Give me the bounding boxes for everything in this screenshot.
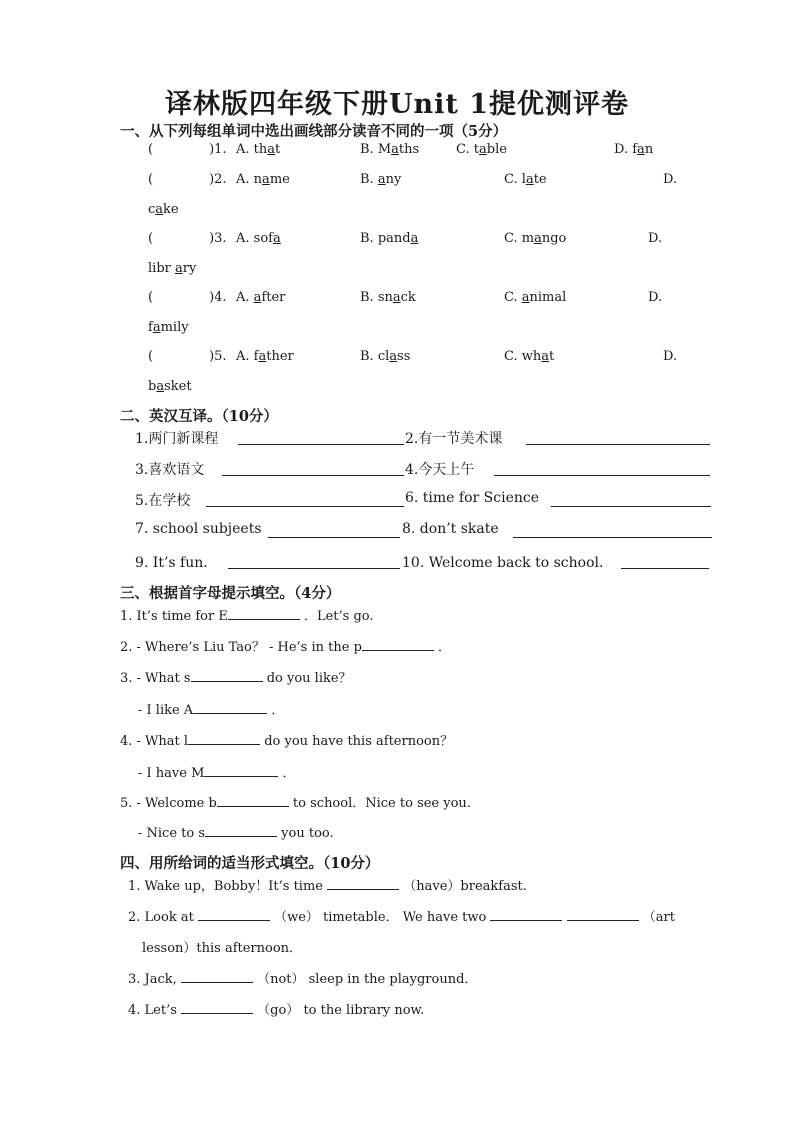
word-part: n	[644, 142, 654, 157]
underlined-letter: a	[267, 142, 276, 157]
word-part: ble	[486, 142, 507, 157]
translation-item-left	[135, 490, 190, 510]
answer-line[interactable]	[621, 568, 709, 569]
option-letter: A.	[236, 172, 250, 187]
underlined-letter: a	[521, 290, 530, 305]
translation-item-right	[402, 552, 613, 572]
option-letter: A.	[236, 231, 250, 246]
word-part: cl	[377, 349, 390, 364]
option-b[interactable]	[360, 231, 418, 246]
question-number: )4.	[209, 290, 227, 305]
fill-line	[128, 906, 675, 925]
open-paren: (	[148, 290, 154, 305]
answer-blank[interactable]	[205, 823, 277, 837]
word-part: nimal	[529, 290, 567, 305]
line-text: do you like？	[262, 671, 352, 686]
question-row	[148, 172, 227, 187]
underlined-letter: a	[479, 142, 487, 157]
word-part: t	[275, 142, 281, 157]
line-text: - I have M	[138, 766, 205, 781]
answer-blank[interactable]	[228, 606, 300, 620]
word-part: ck	[400, 290, 416, 305]
word-part: b	[148, 379, 157, 394]
option-c[interactable]	[504, 231, 566, 246]
option-letter: D.	[648, 231, 663, 246]
answer-blank[interactable]	[198, 907, 270, 921]
word-part: th	[253, 142, 268, 157]
answer-line[interactable]	[238, 444, 404, 445]
option-letter: A.	[236, 349, 250, 364]
word-part: m	[521, 231, 535, 246]
option-b[interactable]	[360, 142, 419, 157]
option-b[interactable]	[360, 349, 410, 364]
option-d[interactable]	[663, 349, 677, 364]
underlined-letter: a	[391, 142, 399, 157]
line-text: （go） to the library now.	[253, 1003, 425, 1018]
option-d[interactable]	[648, 231, 662, 246]
fill-line	[142, 937, 302, 956]
question-row	[148, 290, 227, 305]
fill-line	[120, 667, 352, 686]
line-text: 4. - What l	[120, 734, 189, 749]
fill-line	[120, 605, 374, 624]
fill-line	[138, 823, 334, 841]
line-text: ．	[433, 640, 452, 655]
underlined-letter: a	[637, 142, 645, 157]
line-text: 4. Let’s	[128, 1003, 177, 1018]
word-part: ss	[397, 349, 411, 364]
answer-blank[interactable]	[327, 876, 399, 890]
answer-line[interactable]	[206, 506, 404, 507]
option-a[interactable]	[236, 290, 285, 305]
word-part: f	[148, 320, 153, 335]
translation-item-right	[405, 428, 502, 448]
answer-blank[interactable]	[567, 907, 639, 921]
fill-line	[138, 699, 284, 718]
option-letter: B.	[360, 231, 374, 246]
option-letter: B.	[360, 290, 374, 305]
option-letter: D.	[648, 290, 663, 305]
answer-line[interactable]	[268, 537, 400, 538]
word-part: ther	[266, 349, 294, 364]
word-part: t	[549, 349, 555, 364]
line-text: - I like A	[138, 703, 194, 718]
word-part: libr	[148, 261, 175, 276]
translation-item-left	[135, 459, 204, 479]
option-letter: C.	[504, 172, 518, 187]
item-text: 7. school subjeets	[135, 521, 262, 537]
option-d[interactable]	[648, 290, 662, 305]
fill-line	[120, 792, 471, 811]
line-text: （not） sleep in the playground．	[252, 972, 478, 987]
answer-blank[interactable]	[181, 1000, 253, 1014]
underlined-letter: a	[377, 172, 386, 187]
question-number: )5.	[209, 349, 227, 364]
item-text: 1.两门新课程	[135, 431, 219, 447]
answer-blank[interactable]	[204, 763, 278, 777]
option-b[interactable]	[360, 172, 401, 187]
word-part: wh	[521, 349, 542, 364]
line-text: ．Let’s go.	[299, 609, 374, 624]
line-text: do you have this afternoon？	[260, 734, 454, 749]
option-a[interactable]	[236, 231, 281, 246]
fill-line	[120, 636, 451, 655]
option-letter: A.	[236, 142, 250, 157]
word-part: ny	[385, 172, 402, 187]
line-text: 3. Jack,	[128, 972, 177, 987]
item-text: 3.喜欢语文	[135, 462, 205, 478]
word-part: mily	[160, 320, 189, 335]
underlined-letter: a	[410, 231, 419, 246]
option-d[interactable]	[614, 142, 653, 157]
fill-line	[128, 999, 424, 1018]
fill-line	[120, 730, 453, 749]
option-a[interactable]	[236, 172, 290, 187]
underlined-letter: a	[152, 320, 161, 335]
option-d[interactable]	[663, 172, 677, 187]
word-part: l	[521, 172, 526, 187]
question-number: )3.	[209, 231, 227, 246]
underlined-letter: a	[262, 172, 270, 187]
underlined-letter: a	[541, 349, 550, 364]
option-b[interactable]	[360, 290, 416, 305]
word-part: sket	[164, 379, 192, 394]
open-paren: (	[148, 172, 154, 187]
line-text: to school．Nice to see you.	[288, 796, 471, 811]
option-letter: C.	[504, 290, 518, 305]
translation-item-left	[135, 552, 217, 572]
word-part: ngo	[541, 231, 567, 246]
word-part: c	[148, 202, 156, 217]
word-part: ry	[182, 261, 197, 276]
fill-line	[128, 968, 477, 987]
option-letter: B.	[360, 142, 374, 157]
underlined-letter: a	[272, 231, 281, 246]
section-3-heading: 三、根据首字母提示填空。（4分）	[120, 585, 341, 602]
line-text: 5. - Welcome b	[120, 796, 217, 811]
word-part: pand	[377, 231, 411, 246]
option-c[interactable]	[504, 349, 554, 364]
question-row	[148, 231, 227, 246]
option-word-wrapped	[148, 320, 189, 335]
option-c[interactable]	[456, 142, 507, 157]
answer-line[interactable]	[228, 568, 400, 569]
translation-item-left	[135, 428, 218, 448]
underlined-letter: a	[534, 231, 542, 246]
answer-line[interactable]	[222, 475, 404, 476]
word-part: sof	[253, 231, 273, 246]
fill-line	[128, 875, 527, 894]
answer-line[interactable]	[551, 506, 711, 507]
option-letter: D.	[614, 142, 629, 157]
underlined-letter: a	[155, 202, 164, 217]
underlined-letter: a	[156, 379, 165, 394]
underlined-letter: a	[389, 349, 398, 364]
line-text: 3. - What s	[120, 671, 191, 686]
option-a[interactable]	[236, 142, 280, 157]
answer-blank[interactable]	[362, 637, 434, 651]
line-text: 1. Wake up，Bobby！It’s time	[128, 879, 323, 894]
section-1-heading: 一、从下列每组单词中选出画线部分读音不同的一项（5分）	[120, 123, 508, 140]
option-letter: C.	[504, 231, 518, 246]
word-part: M	[377, 142, 392, 157]
word-part: f	[632, 142, 638, 157]
item-text: 4.今天上午	[405, 462, 475, 478]
item-text: 8. don’t skate	[402, 521, 499, 537]
option-a[interactable]	[236, 349, 294, 364]
answer-blank[interactable]	[181, 969, 253, 983]
translation-item-right	[402, 521, 499, 537]
underlined-letter: a	[258, 349, 267, 364]
underlined-letter: a	[253, 290, 262, 305]
word-part: f	[253, 349, 259, 364]
option-c[interactable]	[504, 172, 547, 187]
option-letter: B.	[360, 172, 374, 187]
underlined-letter: a	[392, 290, 401, 305]
answer-blank[interactable]	[188, 731, 260, 745]
answer-blank[interactable]	[490, 907, 562, 921]
section-2-heading: 二、英汉互译。（10分）	[120, 408, 278, 425]
word-part: n	[253, 172, 263, 187]
item-text: 6. time for Science	[405, 490, 540, 506]
line-text: lesson）this afternoon．	[142, 941, 303, 956]
question-row	[148, 142, 227, 157]
open-paren: (	[148, 349, 154, 364]
option-word-wrapped	[148, 261, 196, 276]
word-part: me	[269, 172, 290, 187]
word-part: sn	[377, 290, 393, 305]
page-title: 译林版四年级下册Unit 1提优测评卷	[164, 89, 630, 120]
underlined-letter: a	[525, 172, 534, 187]
word-part: fter	[261, 290, 286, 305]
word-part: ths	[398, 142, 420, 157]
answer-blank[interactable]	[191, 668, 263, 682]
option-letter: D.	[663, 172, 678, 187]
word-part: te	[533, 172, 547, 187]
open-paren: (	[148, 142, 154, 157]
line-text: 1. It’s time for E	[120, 609, 228, 624]
line-text: （we） timetable． We have two	[269, 910, 487, 925]
option-word-wrapped	[148, 202, 179, 217]
answer-line[interactable]	[494, 475, 710, 476]
translation-item-left	[135, 521, 262, 537]
translation-item-right	[405, 490, 539, 506]
line-text: （art	[638, 910, 675, 925]
word-part: ke	[163, 202, 179, 217]
option-letter: A.	[236, 290, 250, 305]
option-c[interactable]	[504, 290, 566, 305]
answer-blank[interactable]	[217, 793, 289, 807]
question-number: )1.	[209, 142, 227, 157]
item-text: 10. Welcome back to school．	[402, 555, 613, 571]
word-part: t	[473, 142, 479, 157]
answer-blank[interactable]	[193, 700, 267, 714]
item-text: 9. It’s fun．	[135, 555, 218, 571]
line-text: - Nice to s	[138, 826, 206, 841]
line-text: ．	[278, 766, 296, 781]
option-letter: B.	[360, 349, 374, 364]
item-text: 2.有一节美术课	[405, 431, 503, 447]
option-word-wrapped	[148, 379, 192, 394]
option-letter: C.	[456, 142, 470, 157]
fill-line	[138, 762, 296, 781]
line-text: 2. - Where’s Liu Tao？ - He’s in the p	[120, 640, 362, 655]
item-text: 5.在学校	[135, 493, 191, 509]
open-paren: (	[148, 231, 154, 246]
underlined-letter: a	[174, 261, 183, 276]
line-text: 2. Look at	[128, 910, 194, 925]
option-letter: C.	[504, 349, 518, 364]
section-4-heading: 四、用所给词的适当形式填空。（10分）	[120, 855, 380, 872]
answer-line[interactable]	[513, 537, 712, 538]
line-text: ．	[267, 703, 285, 718]
line-text: you too.	[277, 826, 334, 841]
answer-line[interactable]	[526, 444, 710, 445]
line-text: （have）breakfast.	[399, 879, 527, 894]
question-number: )2.	[209, 172, 227, 187]
question-row	[148, 349, 227, 364]
translation-item-right	[405, 459, 474, 479]
option-letter: D.	[663, 349, 678, 364]
